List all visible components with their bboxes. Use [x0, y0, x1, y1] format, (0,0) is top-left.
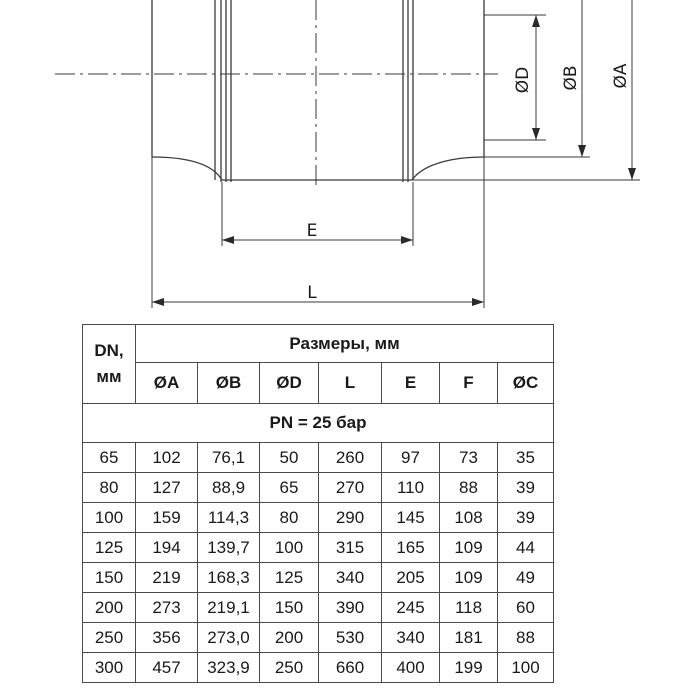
table-cell: 44	[498, 533, 554, 563]
table-cell: 50	[260, 443, 319, 473]
label-dia-b: ØB	[561, 65, 581, 91]
label-e: E	[306, 221, 318, 241]
table-cell: 457	[136, 653, 198, 683]
table-row	[83, 443, 554, 473]
table-cell: 65	[260, 473, 319, 503]
body-lower-contour	[152, 157, 484, 180]
column-header: ØC	[498, 363, 554, 404]
arrow-e-left	[222, 236, 234, 244]
arrow-b-bottom	[578, 145, 586, 157]
table-cell: 100	[260, 533, 319, 563]
table-cell: 159	[136, 503, 198, 533]
dn-cell: 100	[83, 503, 136, 533]
table-cell: 660	[319, 653, 382, 683]
table-cell: 290	[319, 503, 382, 533]
table-cell: 39	[498, 503, 554, 533]
column-header: ØD	[260, 363, 319, 404]
table-cell: 109	[440, 563, 498, 593]
table-cell: 76,1	[198, 443, 260, 473]
compensator-drawing	[0, 0, 700, 320]
table-cell: 530	[319, 623, 382, 653]
table-cell: 73	[440, 443, 498, 473]
table-cell: 35	[498, 443, 554, 473]
table-cell: 315	[319, 533, 382, 563]
dn-cell: 200	[83, 593, 136, 623]
dn-cell: 250	[83, 623, 136, 653]
table-cell: 219	[136, 563, 198, 593]
table-cell: 200	[260, 623, 319, 653]
pressure-rating-row: PN = 25 бар	[83, 404, 554, 443]
dn-cell: 300	[83, 653, 136, 683]
table-cell: 340	[319, 563, 382, 593]
table-cell: 219,1	[198, 593, 260, 623]
dimensions-group-header: Размеры, мм	[136, 325, 554, 363]
arrow-d-bottom	[532, 128, 540, 140]
dn-header-line2: мм	[96, 367, 122, 386]
table-row	[83, 563, 554, 593]
table-cell: 400	[382, 653, 440, 683]
arrow-a-bottom	[628, 168, 636, 180]
table-cell: 260	[319, 443, 382, 473]
table-row	[83, 653, 554, 683]
table-cell: 127	[136, 473, 198, 503]
table-cell: 60	[498, 593, 554, 623]
table-cell: 323,9	[198, 653, 260, 683]
table-cell: 150	[260, 593, 319, 623]
table-cell: 108	[440, 503, 498, 533]
dn-header	[83, 325, 136, 404]
column-header: E	[382, 363, 440, 404]
table-cell: 114,3	[198, 503, 260, 533]
table-row	[83, 473, 554, 503]
table-cell: 181	[440, 623, 498, 653]
table-cell: 165	[382, 533, 440, 563]
table-cell: 340	[382, 623, 440, 653]
table-row	[83, 503, 554, 533]
table-cell: 88	[498, 623, 554, 653]
column-header: L	[319, 363, 382, 404]
table-body	[83, 443, 554, 683]
table-cell: 205	[382, 563, 440, 593]
column-header: ØA	[136, 363, 198, 404]
table-row	[83, 533, 554, 563]
dn-cell: 65	[83, 443, 136, 473]
table-cell: 49	[498, 563, 554, 593]
table-cell: 273,0	[198, 623, 260, 653]
table-cell: 250	[260, 653, 319, 683]
arrow-l-left	[152, 298, 164, 306]
table-cell: 80	[260, 503, 319, 533]
table-cell: 270	[319, 473, 382, 503]
table-cell: 125	[260, 563, 319, 593]
dn-cell: 125	[83, 533, 136, 563]
table-cell: 118	[440, 593, 498, 623]
table-cell: 109	[440, 533, 498, 563]
label-l: L	[307, 283, 317, 303]
table-cell: 356	[136, 623, 198, 653]
table-cell: 97	[382, 443, 440, 473]
label-dia-d: ØD	[513, 66, 533, 94]
table-cell: 88,9	[198, 473, 260, 503]
label-dia-a: ØA	[611, 63, 631, 89]
arrow-l-right	[472, 298, 484, 306]
table-cell: 390	[319, 593, 382, 623]
table-cell: 145	[382, 503, 440, 533]
table-row	[83, 593, 554, 623]
arrow-e-right	[401, 236, 413, 244]
dn-cell: 80	[83, 473, 136, 503]
table-cell: 199	[440, 653, 498, 683]
table-cell: 100	[498, 653, 554, 683]
table-cell: 39	[498, 473, 554, 503]
table-row	[83, 623, 554, 653]
dn-header-line1: DN,	[94, 341, 124, 360]
table-cell: 194	[136, 533, 198, 563]
column-header: F	[440, 363, 498, 404]
arrow-d-top	[532, 15, 540, 27]
table-cell: 139,7	[198, 533, 260, 563]
table-cell: 102	[136, 443, 198, 473]
table-cell: 88	[440, 473, 498, 503]
table-cell: 273	[136, 593, 198, 623]
table-cell: 110	[382, 473, 440, 503]
column-header: ØB	[198, 363, 260, 404]
table-cell: 168,3	[198, 563, 260, 593]
dimensions-table	[82, 324, 554, 683]
dn-cell: 150	[83, 563, 136, 593]
table-cell: 245	[382, 593, 440, 623]
